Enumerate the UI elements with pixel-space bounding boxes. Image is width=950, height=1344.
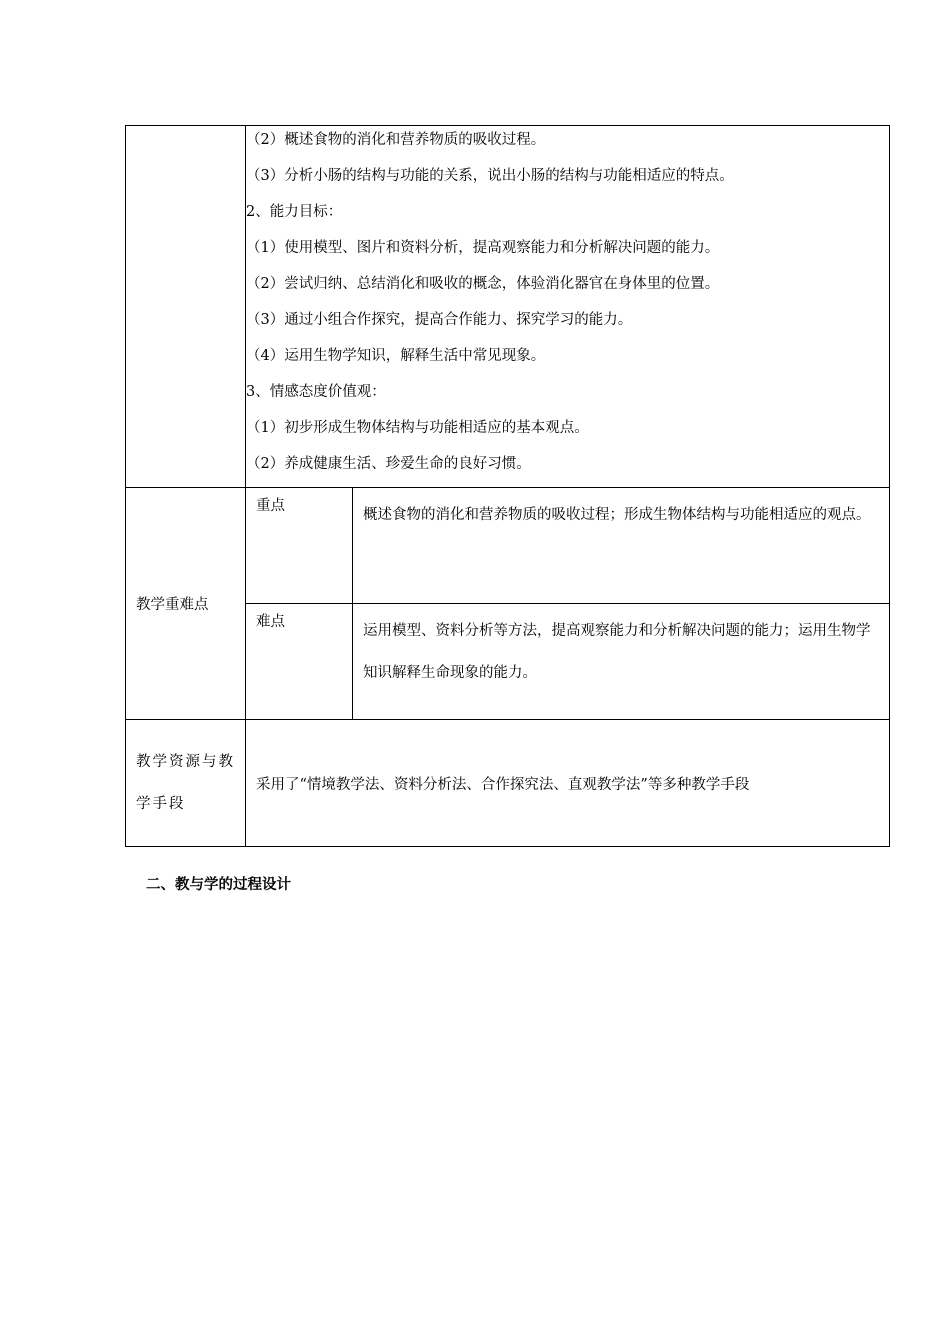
objectives-row bbox=[126, 126, 890, 488]
resources-label: 教学资源与教学手段 bbox=[126, 720, 246, 847]
section-heading: 二、教与学的过程设计 bbox=[146, 877, 291, 893]
objective-line: （4）运用生物学知识，解释生活中常见现象。 bbox=[246, 348, 546, 364]
key-points-label: 教学重难点 bbox=[126, 488, 246, 720]
objective-line: （2）养成健康生活、珍爱生命的良好习惯。 bbox=[246, 456, 531, 472]
lesson-plan-table bbox=[125, 125, 890, 847]
objective-heading: 2、能力目标： bbox=[246, 204, 343, 220]
objective-line: （1）使用模型、图片和资料分析，提高观察能力和分析解决问题的能力。 bbox=[246, 240, 720, 256]
resources-text: 采用了“情境教学法、资料分析法、合作探究法、直观教学法”等多种教学手段 bbox=[246, 720, 890, 847]
resources-row bbox=[126, 720, 890, 847]
objectives-label-cell bbox=[126, 126, 246, 488]
difficulty-label: 难点 bbox=[246, 604, 353, 720]
objective-line: （1）初步形成生物体结构与功能相适应的基本观点。 bbox=[246, 420, 589, 436]
focus-text: 概述食物的消化和营养物质的吸收过程；形成生物体结构与功能相适应的观点。 bbox=[353, 488, 890, 604]
difficulty-text: 运用模型、资料分析等方法，提高观察能力和分析解决问题的能力；运用生物学知识解释生命现象的能力。 bbox=[353, 604, 890, 720]
objective-line: （2）概述食物的消化和营养物质的吸收过程。 bbox=[246, 132, 546, 148]
objective-line: （3）分析小肠的结构与功能的关系，说出小肠的结构与功能相适应的特点。 bbox=[246, 168, 734, 184]
objective-heading: 3、情感态度价值观： bbox=[246, 384, 386, 400]
objective-line: （3）通过小组合作探究，提高合作能力、探究学习的能力。 bbox=[246, 312, 633, 328]
objectives-cell bbox=[246, 126, 890, 488]
focus-label: 重点 bbox=[246, 488, 353, 604]
focus-row bbox=[126, 488, 890, 604]
objective-line: （2）尝试归纳、总结消化和吸收的概念，体验消化器官在身体里的位置。 bbox=[246, 276, 720, 292]
